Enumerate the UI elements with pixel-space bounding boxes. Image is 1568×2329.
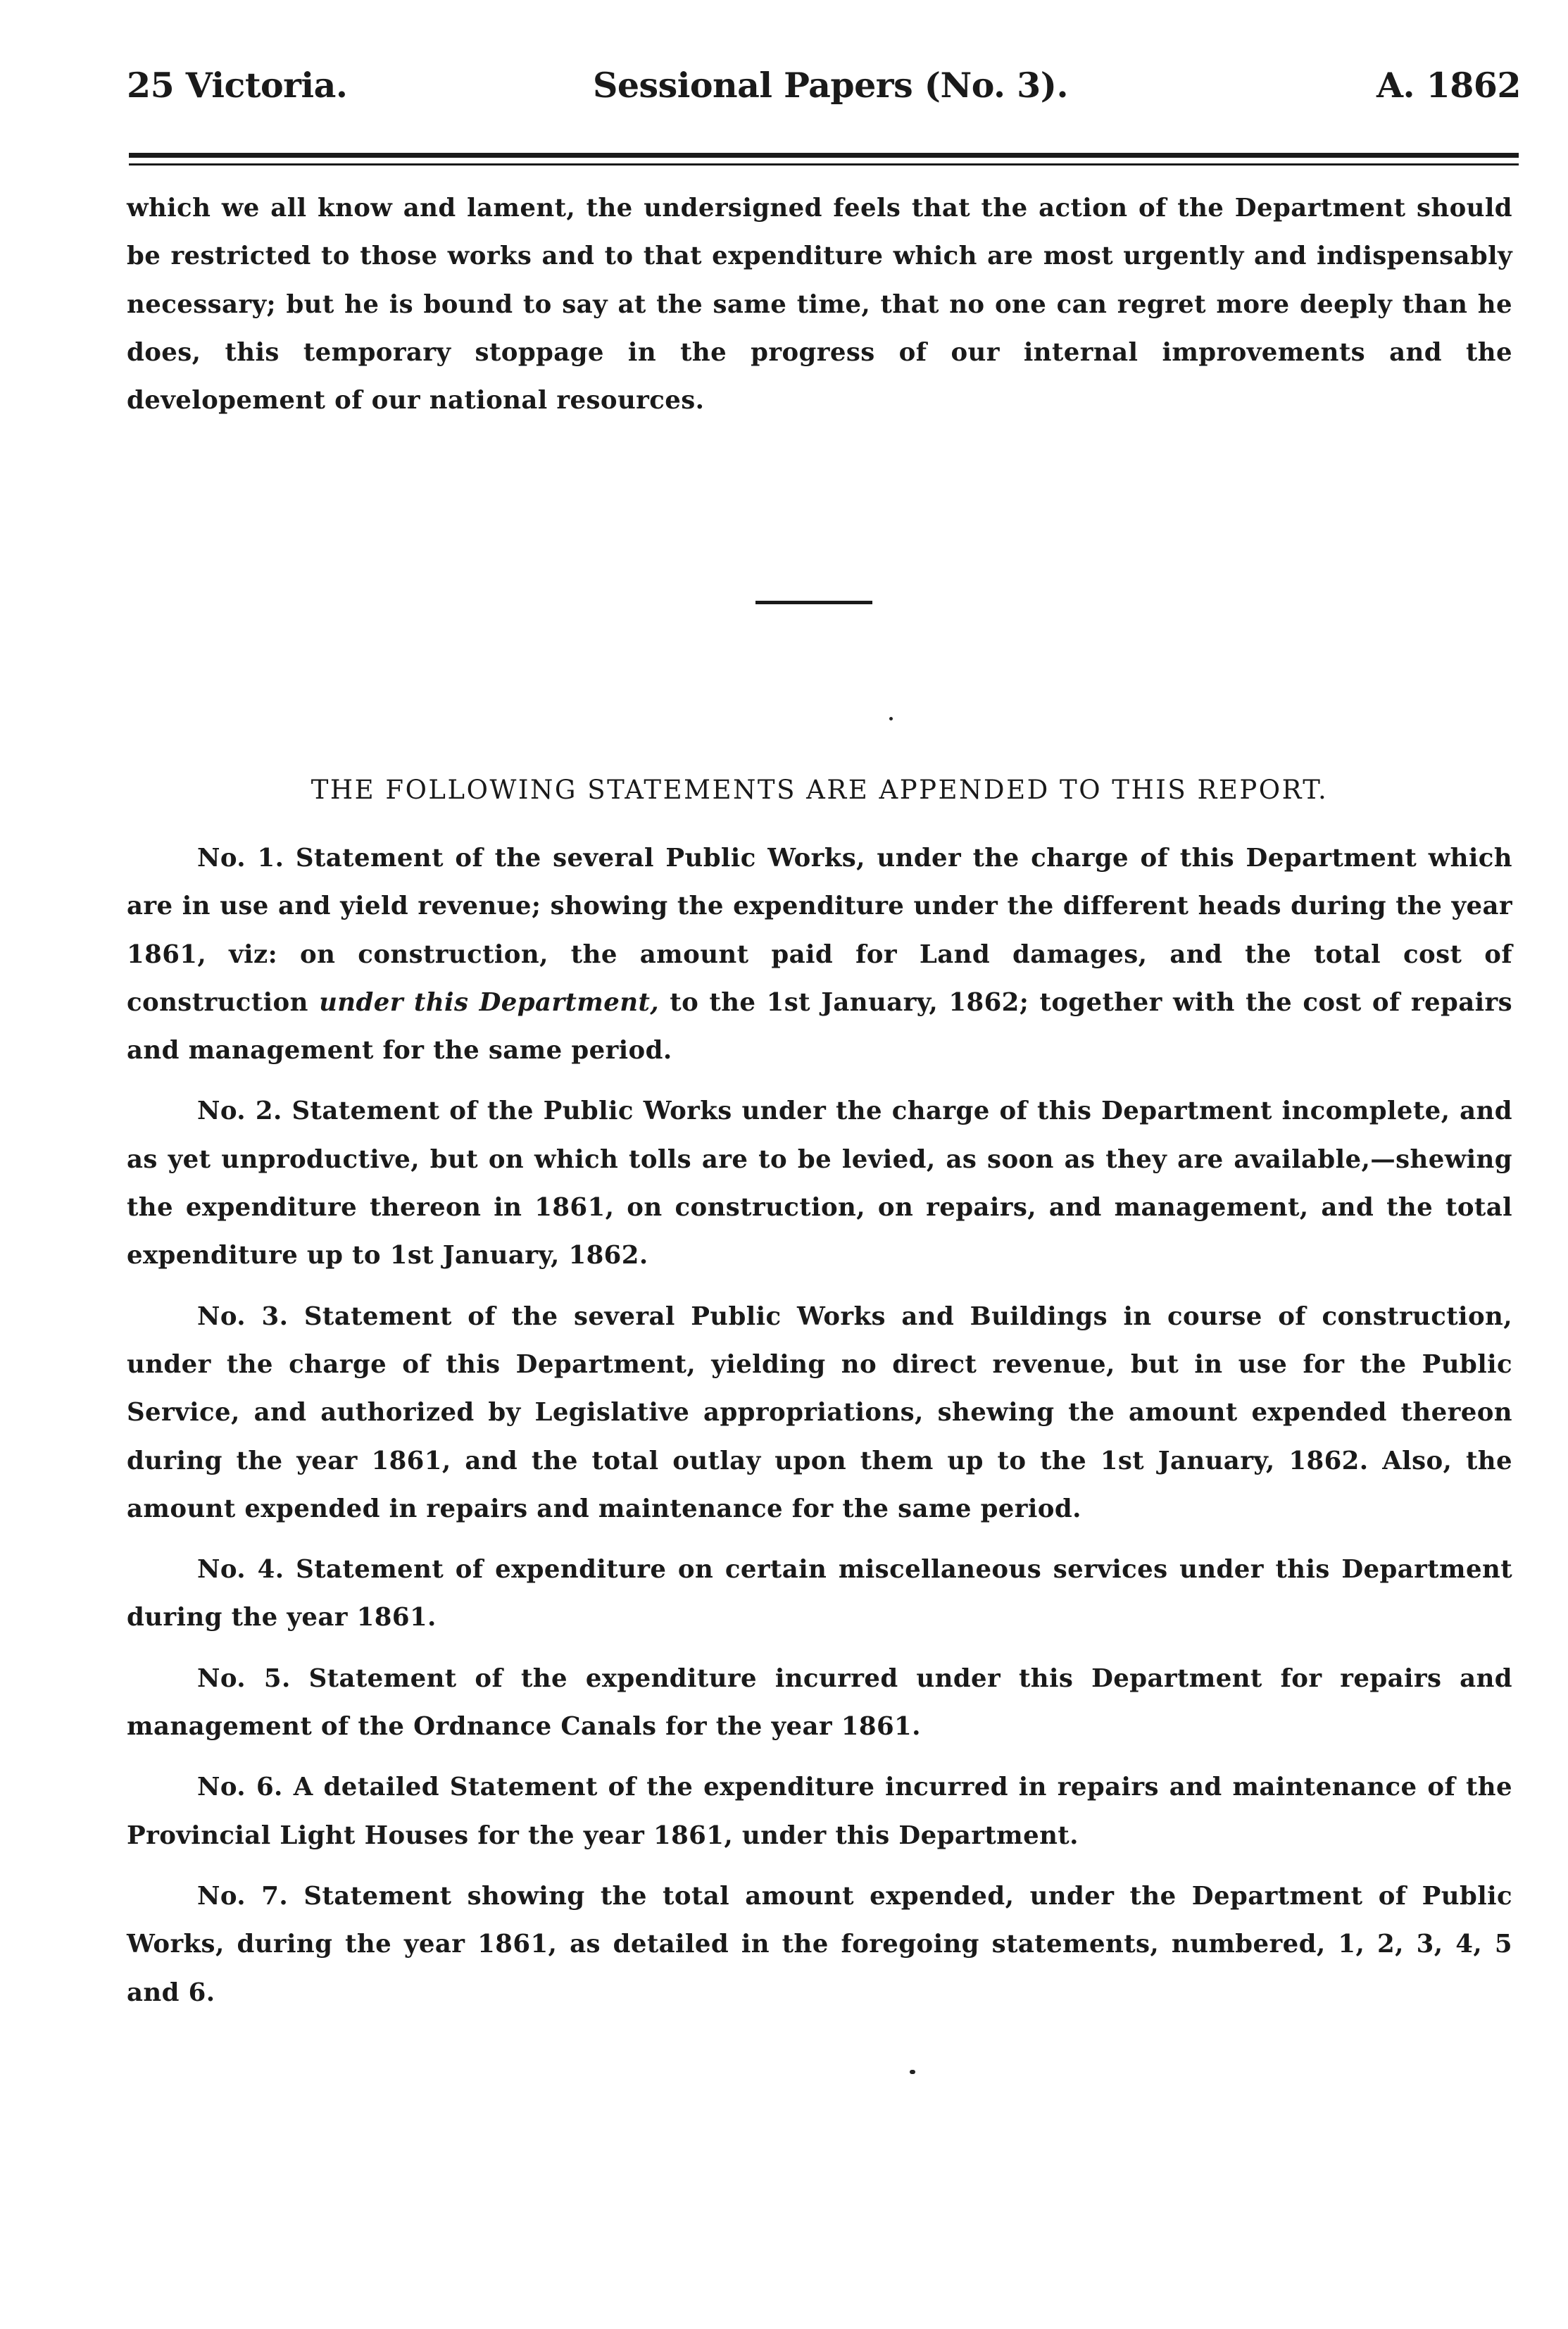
statement-text: Statement of the several Public Works, under the charge of this Department which are in use and yield revenue; showing the expenditure under the different heads during the year 1861, viz: on construction, the amount paid for Land damages, and the total cost of construction	[127, 844, 1512, 1017]
statement-number: No. 7.	[197, 1881, 289, 1911]
header-year: A. 1862	[1376, 65, 1521, 106]
statement-4	[127, 1546, 1512, 1642]
statement-text-tail: to the 1st January, 1862; together with the cost of repairs and management for the same period.	[127, 987, 1512, 1066]
statement-6	[127, 1763, 1512, 1860]
statement-2	[127, 1087, 1512, 1280]
page-header	[127, 65, 1521, 114]
ink-speck	[910, 2070, 915, 2074]
section-divider	[755, 601, 872, 604]
statement-7	[127, 1873, 1512, 2017]
statement-number: No. 2.	[197, 1097, 282, 1126]
statement-3	[127, 1293, 1512, 1533]
statement-number: No. 5.	[197, 1663, 291, 1693]
header-rule-thick	[129, 153, 1519, 158]
statement-italic-text: under this Department,	[319, 987, 660, 1017]
section-heading: THE FOLLOWING STATEMENTS ARE APPENDED TO THIS REPORT.	[311, 775, 1329, 805]
statement-number: No. 4.	[197, 1555, 284, 1585]
statement-text: Statement showing the total amount expended, under the Department of Public Works, during the year 1861, as detailed in the foregoing statements, numbered, 1, 2, 3, 4, 5 and 6.	[127, 1881, 1512, 2007]
statement-text: Statement of expenditure on certain miscellaneous services under this Department during the year 1861.	[127, 1555, 1513, 1632]
statement-text: Statement of the several Public Works and Buildings in course of construction, under the charge of this Department, yielding no direct revenue, but in use for the Public Service, and authorized by Legislative appropriations, shewing the amount expended thereon during the year 1861, and the total outlay upon them up to the 1st January, 1862. Also, the amount expended in repairs and maintenance for the same period.	[127, 1301, 1512, 1523]
statement-1	[127, 835, 1512, 1075]
header-rule-thin	[129, 163, 1519, 166]
statements-list	[127, 835, 1512, 2030]
statement-text: A detailed Statement of the expenditure incurred in repairs and maintenance of the Provincial Light Houses for the year 1861, under this Department.	[127, 1773, 1513, 1850]
statement-5	[127, 1655, 1512, 1752]
statement-text: Statement of the Public Works under the charge of this Department incomplete, and as yet unproductive, but on which tolls are to be levied, as soon as they are available,—shewing the expenditure thereon in 1861, on construction, on repairs, and management, and the total expenditure up to 1st January, 1862.	[127, 1097, 1512, 1270]
statement-number: No. 6.	[197, 1773, 283, 1802]
ink-speck	[889, 717, 893, 720]
header-regnal-year: 25 Victoria.	[127, 65, 348, 106]
statement-number: No. 1.	[197, 844, 284, 873]
statement-number: No. 3.	[197, 1301, 289, 1331]
statement-text: Statement of the expenditure incurred under this Department for repairs and management of the Ordnance Canals for the year 1861.	[127, 1663, 1513, 1742]
intro-paragraph: which we all know and lament, the undersigned feels that the action of the Department should be restricted to those works and to that expenditure which are most urgently and indispensably necessary; but he is bound to say at the same time, that no one can regret more deeply than he does, this temporary stoppage in the progress of our internal improvements and the developement of our national resources.	[127, 194, 1512, 416]
header-sessional-papers: Sessional Papers (No. 3).	[593, 65, 1069, 106]
